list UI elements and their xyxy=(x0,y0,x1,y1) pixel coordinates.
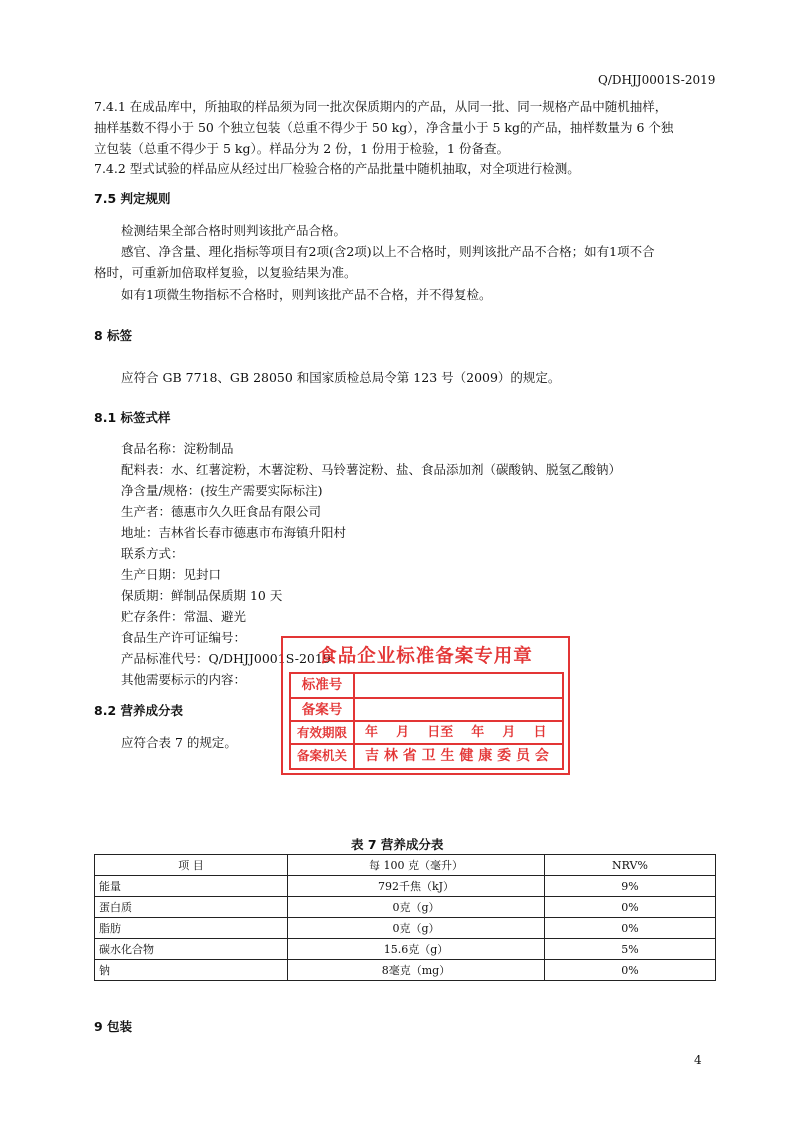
label-storage: 贮存条件：常温、避光 xyxy=(121,609,247,624)
rule-2-line2: 格时，可重新加倍取样复验，以复验结果为准。 xyxy=(94,265,357,280)
table-row xyxy=(95,939,716,960)
section-8-1-heading: 8.1 标签式样 xyxy=(94,410,171,425)
stamp-row-validity xyxy=(291,720,562,745)
cell-item: 钠 xyxy=(95,960,288,981)
label-address: 地址：吉林省长春市德惠市布海镇升阳村 xyxy=(121,525,347,540)
cell-nrv: 5% xyxy=(545,939,716,960)
cell-nrv: 0% xyxy=(545,918,716,939)
table-row xyxy=(95,897,716,918)
filing-stamp xyxy=(281,636,570,775)
clause-7-4-1-line3: 立包装（总重不得少于 5 kg）。样品分为 2 份，1 份用于检验，1 份备查。 xyxy=(94,141,509,156)
cell-nrv: 0% xyxy=(545,960,716,981)
rule-2-line1: 感官、净含量、理化指标等项目有2项(含2项)以上不合格时，则判该批产品不合格；如有1项不合 xyxy=(121,244,655,259)
stamp-row-authority xyxy=(291,743,562,768)
section-9-heading: 9 包装 xyxy=(94,1019,133,1034)
stamp-label: 备案机关 xyxy=(291,745,355,768)
cell-amount: 0克（g） xyxy=(288,918,545,939)
label-producer: 生产者：德惠市久久旺食品有限公司 xyxy=(121,504,322,519)
section-8-2-text: 应符合表 7 的规定。 xyxy=(121,735,237,750)
table-caption: 表 7 营养成分表 xyxy=(351,837,444,852)
label-food-name: 食品名称：淀粉制品 xyxy=(121,441,234,456)
cell-nrv: 0% xyxy=(545,897,716,918)
table-row xyxy=(95,960,716,981)
header-item: 项 目 xyxy=(95,855,288,876)
stamp-value: 年 月 日至 年 月 日 xyxy=(365,725,547,740)
cell-amount: 792千焦（kJ） xyxy=(288,876,545,897)
stamp-value xyxy=(357,699,558,722)
label-contact: 联系方式： xyxy=(121,546,184,561)
table-row xyxy=(95,876,716,897)
label-shelf-life: 保质期：鲜制品保质期 10 天 xyxy=(121,588,283,603)
table-row xyxy=(95,918,716,939)
cell-item: 脂肪 xyxy=(95,918,288,939)
clause-7-4-1-line1: 7.4.1 在成品库中，所抽取的样品须为同一批次保质期内的产品，从同一批、同一规格产品中随机抽样， xyxy=(94,99,668,114)
stamp-title: 食品企业标准备案专用章 xyxy=(318,646,533,667)
stamp-label: 标准号 xyxy=(291,674,355,697)
cell-amount: 0克（g） xyxy=(288,897,545,918)
label-ingredients: 配料表：水、红薯淀粉，木薯淀粉、马铃薯淀粉、盐、食品添加剂（碳酸钠、脱氢乙酸钠） xyxy=(121,462,622,477)
cell-nrv: 9% xyxy=(545,876,716,897)
clause-7-4-1-line2: 抽样基数不得小于 50 个独立包装（总重不得少于 50 kg），净含量小于 5 kg的产品，抽样数量为 6 个独 xyxy=(94,120,674,135)
label-production-date: 生产日期：见封口 xyxy=(121,567,222,582)
rule-1: 检测结果全部合格时则判该批产品合格。 xyxy=(121,223,347,238)
header-per-100g: 每 100 克（毫升） xyxy=(288,855,545,876)
document-code: Q/DHJJ0001S-2019 xyxy=(598,73,716,87)
stamp-grid xyxy=(289,672,564,770)
cell-amount: 15.6克（g） xyxy=(288,939,545,960)
section-8-2-heading: 8.2 营养成分表 xyxy=(94,703,183,718)
label-other: 其他需要标示的内容： xyxy=(121,672,247,687)
clause-7-4-2: 7.4.2 型式试验的样品应从经过出厂检验合格的产品批量中随机抽取，对全项进行检测。 xyxy=(94,161,580,176)
header-nrv: NRV% xyxy=(545,855,716,876)
stamp-value: 吉 林 省 卫 生 健 康 委 员 会 xyxy=(365,748,549,764)
cell-item: 能量 xyxy=(95,876,288,897)
section-8-heading: 8 标签 xyxy=(94,328,133,343)
cell-item: 碳水化合物 xyxy=(95,939,288,960)
stamp-row-standard-no xyxy=(291,674,562,697)
section-8-text: 应符合 GB 7718、GB 28050 和国家质检总局令第 123 号（2009）的规定。 xyxy=(121,370,561,385)
page-number: 4 xyxy=(694,1053,702,1067)
label-net-content: 净含量/规格：(按生产需要实际标注) xyxy=(121,483,323,498)
cell-item: 蛋白质 xyxy=(95,897,288,918)
stamp-value xyxy=(357,674,558,697)
label-license: 食品生产许可证编号： xyxy=(121,630,247,645)
cell-amount: 8毫克（mg） xyxy=(288,960,545,981)
stamp-label: 有效期限 xyxy=(291,722,355,745)
stamp-row-filing-no xyxy=(291,697,562,722)
rule-3: 如有1项微生物指标不合格时，则判该批产品不合格，并不得复检。 xyxy=(121,287,492,302)
label-standard-code: 产品标准代号：Q/DHJJ0001S-2019 xyxy=(121,651,331,666)
stamp-label: 备案号 xyxy=(291,699,355,722)
table-header-row xyxy=(95,855,716,876)
nutrition-table xyxy=(94,854,716,981)
section-7-5-heading: 7.5 判定规则 xyxy=(94,191,171,206)
